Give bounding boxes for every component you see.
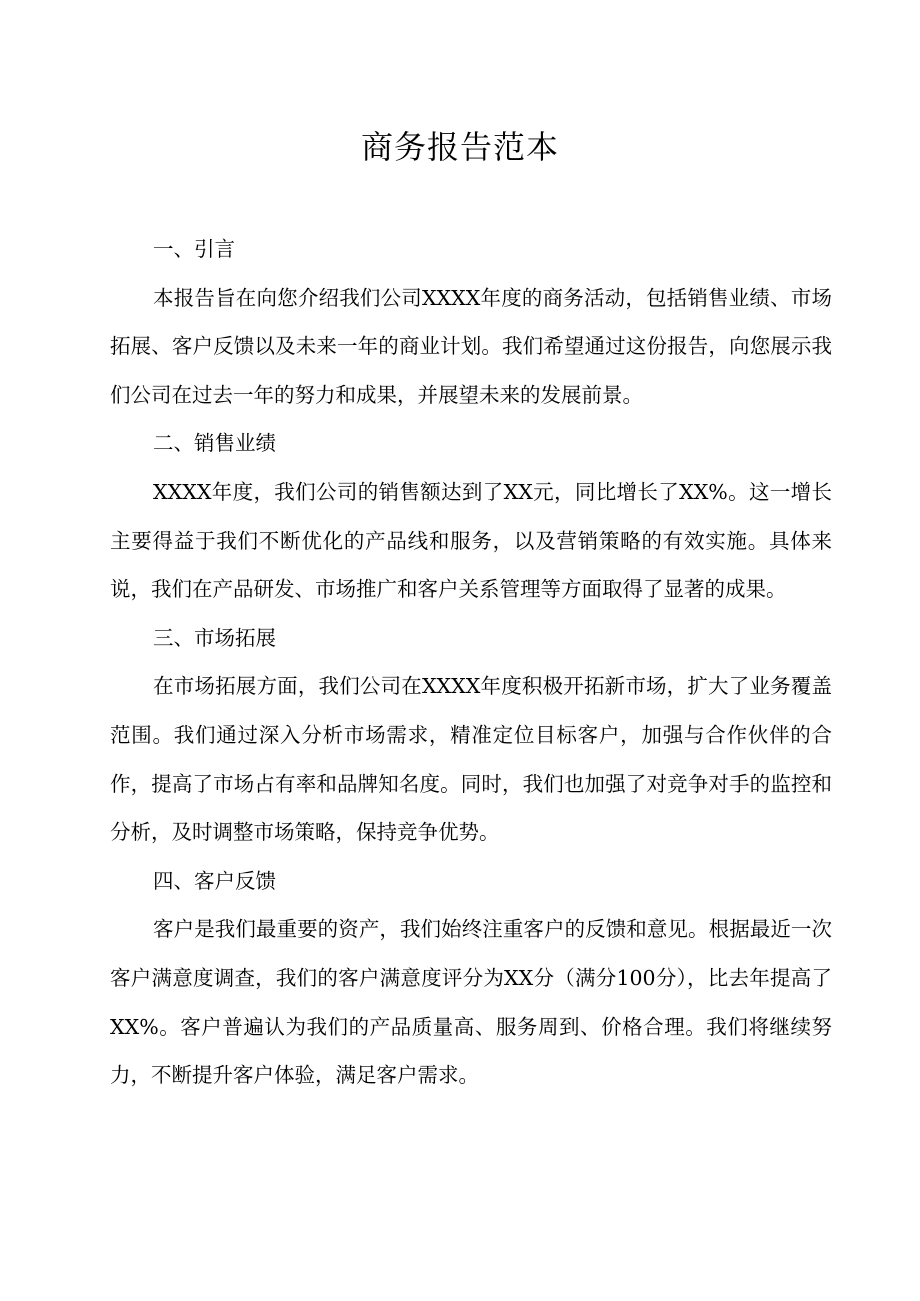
section-heading-sales-performance: 二、销售业绩: [153, 431, 277, 456]
paragraph-sales-performance: XXXX年度，我们公司的销售额达到了XX元，同比增长了XX%。这一增长主要得益于我们不断优化的产品线和服务，以及营销策略的有效实施。具体来说，我们在产品研发、市场推广和客户关系管理等方面取得了显著的成果。: [110, 479, 832, 602]
document-body: [110, 225, 832, 1100]
section-heading-customer-feedback: 四、客户反馈: [153, 868, 277, 893]
paragraph-customer-feedback: 客户是我们最重要的资产，我们始终注重客户的反馈和意见。根据最近一次客户满意度调查，我们的客户满意度评分为XX分（满分100分），比去年提高了XX%。客户普遍认为我们的产品质量高、服务周到、价格合理。我们将继续努力，不断提升客户体验，满足客户需求。: [110, 917, 832, 1088]
document-title: 商务报告范本: [360, 128, 559, 166]
section-heading-market-expansion: 三、市场拓展: [153, 625, 277, 650]
section-heading-introduction: 一、引言: [153, 237, 236, 261]
paragraph-introduction: 本报告旨在向您介绍我们公司XXXX年度的商务活动，包括销售业绩、市场拓展、客户反馈以及未来一年的商业计划。我们希望通过这份报告，向您展示我们公司在过去一年的努力和成果，并展望未来的发展前景。: [110, 285, 832, 407]
paragraph-market-expansion: 在市场拓展方面，我们公司在XXXX年度积极开拓新市场，扩大了业务覆盖范围。我们通过深入分析市场需求，精准定位目标客户，加强与合作伙伴的合作，提高了市场占有率和品牌知名度。同时，我们也加强了对竞争对手的监控和分析，及时调整市场策略，保持竞争优势。: [110, 674, 832, 845]
